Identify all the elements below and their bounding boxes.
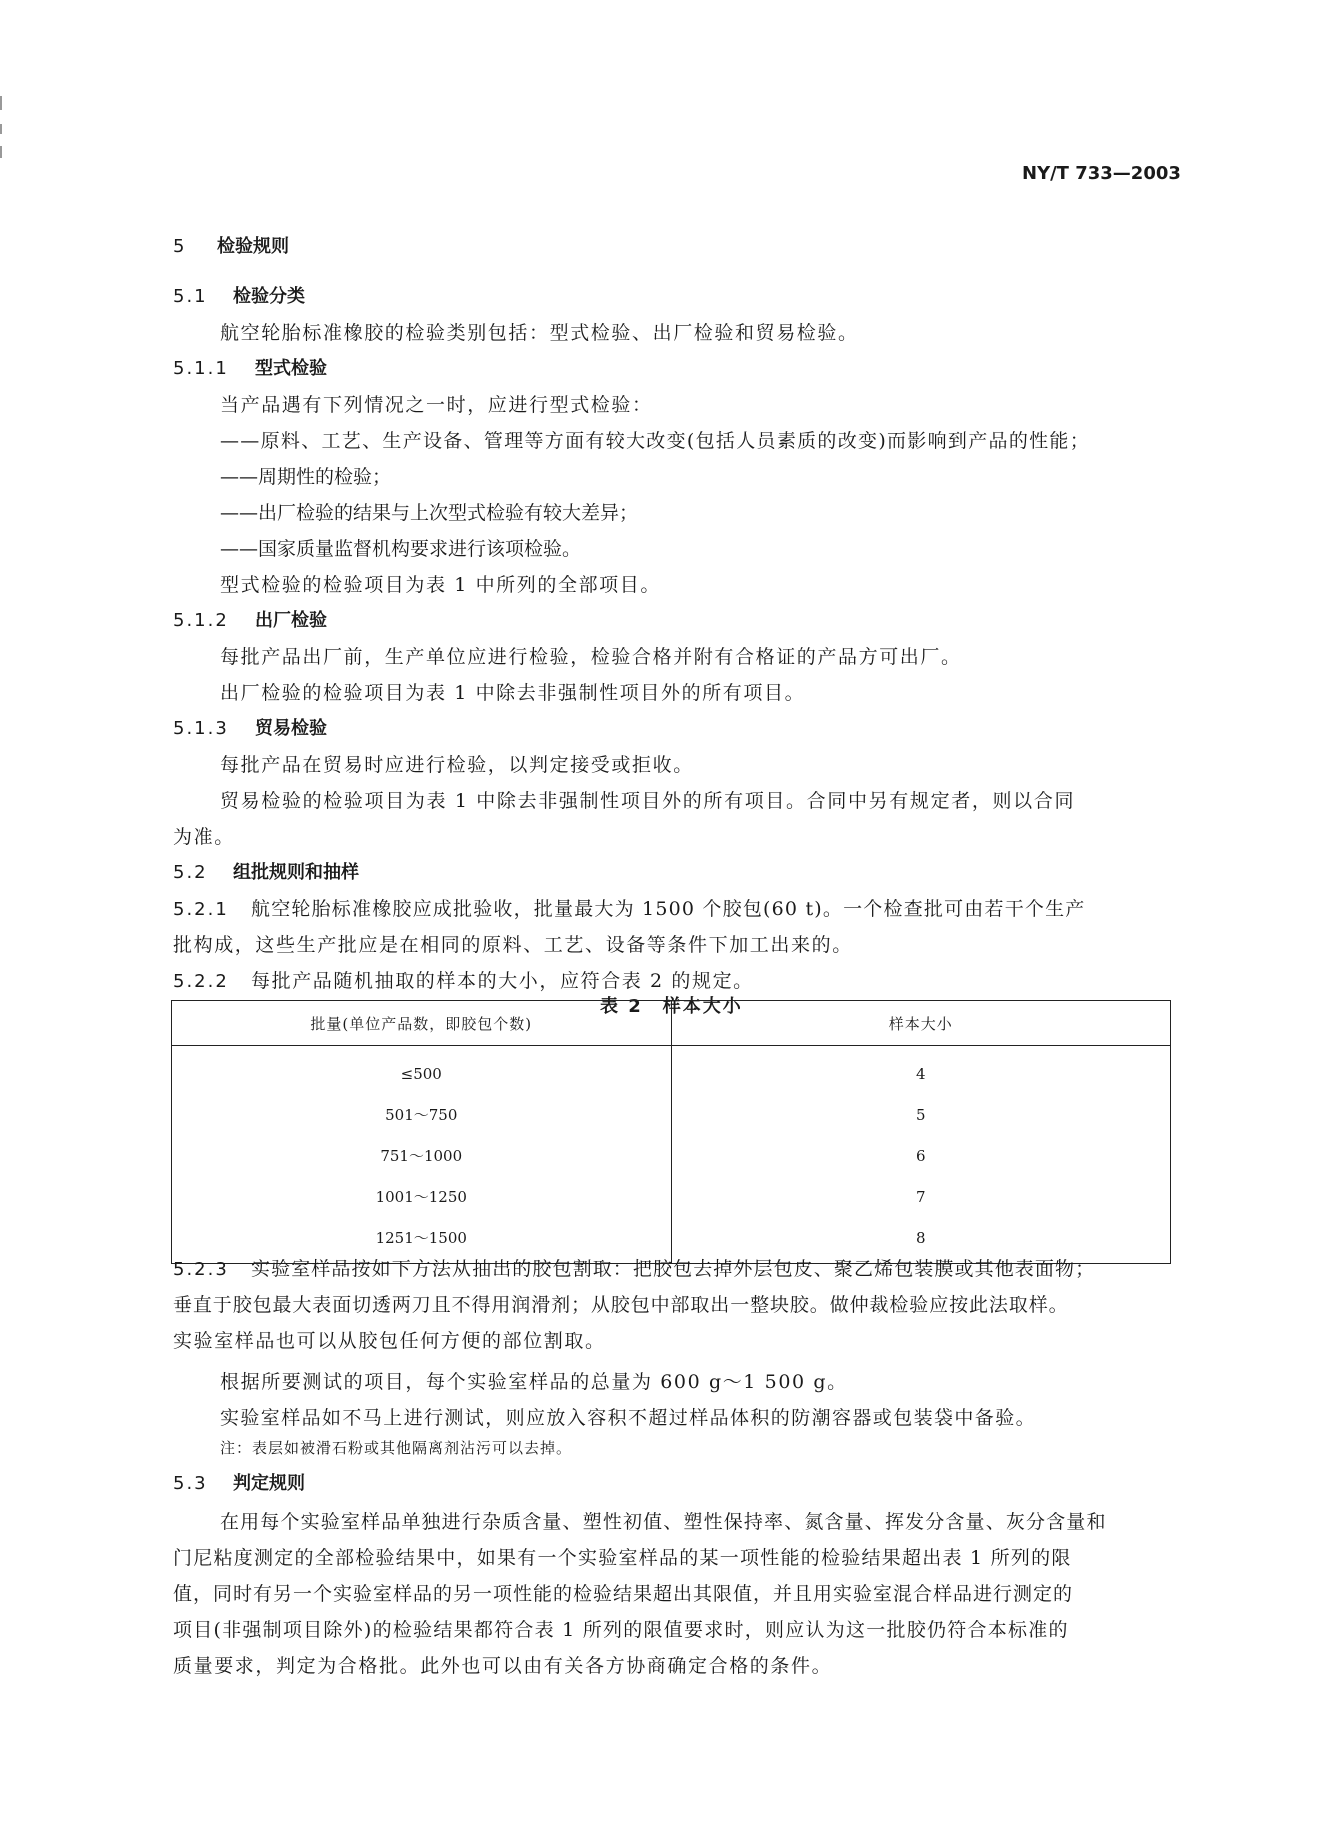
paragraph-line <box>173 1254 1095 1281</box>
scan-edge-mark <box>0 96 2 110</box>
table-cell: 4 <box>671 1046 1171 1095</box>
standard-id: NY/T 733—2003 <box>1022 163 1181 184</box>
table-caption-title: 样本大小 <box>662 996 743 1017</box>
paragraph: 实验室样品如不马上进行测试，则应放入容积不超过样品体积的防潮容器或包装袋中备验。 <box>220 1407 1037 1429</box>
list-item: ——周期性的检验； <box>220 466 392 488</box>
paragraph-line: 项目(非强制项目除外)的检验结果都符合表 1 所列的限值要求时，则应认为这一批胶仍符合本标准的 <box>173 1619 1069 1641</box>
section-title: 贸易检验 <box>255 718 327 739</box>
table-cell: 1251～1500 <box>172 1217 672 1264</box>
section-number: 5.2.2 <box>173 971 229 992</box>
paragraph-line <box>173 894 1086 921</box>
table-cell: 501～750 <box>172 1094 672 1135</box>
section-title: 型式检验 <box>255 358 327 379</box>
section-number: 5.2 <box>173 862 208 883</box>
paragraph: 每批产品在贸易时应进行检验，以判定接受或拒收。 <box>220 754 694 776</box>
scan-edge-mark <box>0 124 2 134</box>
section-title: 检验规则 <box>217 236 289 257</box>
table-cell: 5 <box>671 1094 1171 1135</box>
paragraph-line: 质量要求，判定为合格批。此外也可以由有关各方协商确定合格的条件。 <box>173 1655 833 1677</box>
section-5-1-heading <box>173 282 305 308</box>
paragraph-line: 垂直于胶包最大表面切透两刀且不得用润滑剂；从胶包中部取出一整块胶。做仲裁检验应按此法取样。 <box>173 1294 1069 1316</box>
paragraph: 型式检验的检验项目为表 1 中所列的全部项目。 <box>220 574 661 596</box>
table-cell: ≤500 <box>172 1046 672 1095</box>
section-number: 5 <box>173 236 187 257</box>
section-number: 5.2.3 <box>173 1259 229 1280</box>
section-5-1-2-heading <box>173 606 327 632</box>
section-number: 5.1.2 <box>173 610 229 631</box>
table-header-row <box>172 1001 1171 1046</box>
paragraph-line: 批构成，这些生产批应是在相同的原料、工艺、设备等条件下加工出来的。 <box>173 934 853 956</box>
paragraph-line <box>173 966 754 993</box>
list-item: ——出厂检验的结果与上次型式检验有较大差异； <box>220 502 639 524</box>
table-cell: 751～1000 <box>172 1135 672 1176</box>
paragraph: 每批产品出厂前，生产单位应进行检验，检验合格并附有合格证的产品方可出厂。 <box>220 646 962 668</box>
section-title: 出厂检验 <box>255 610 327 631</box>
section-title: 组批规则和抽样 <box>233 862 359 883</box>
paragraph: 当产品遇有下列情况之一时，应进行型式检验： <box>220 394 653 416</box>
section-5-1-1-heading <box>173 354 327 380</box>
table-caption-label: 表 2 <box>600 996 643 1017</box>
note: 注：表层如被滑石粉或其他隔离剂沾污可以去掉。 <box>220 1439 573 1457</box>
section-title: 检验分类 <box>233 286 305 307</box>
paragraph-text: 每批产品随机抽取的样本的大小，应符合表 2 的规定。 <box>251 970 754 992</box>
table-header-cell: 样本大小 <box>671 1001 1171 1046</box>
scan-edge-mark <box>0 146 2 158</box>
section-title: 判定规则 <box>233 1473 305 1494</box>
section-number: 5.1.1 <box>173 358 229 379</box>
table-header-cell: 批量(单位产品数，即胶包个数) <box>172 1001 672 1046</box>
paragraph: 航空轮胎标准橡胶的检验类别包括：型式检验、出厂检验和贸易检验。 <box>220 322 859 344</box>
section-number: 5.1 <box>173 286 208 307</box>
list-item: ——原料、工艺、生产设备、管理等方面有较大改变(包括人员素质的改变)而影响到产品的性能； <box>220 430 1091 452</box>
table-row <box>172 1176 1171 1217</box>
section-5-2-heading <box>173 858 359 884</box>
paragraph-line: 门尼粘度测定的全部检验结果中，如果有一个实验室样品的某一项性能的检验结果超出表 1 所列的限 <box>173 1547 1072 1569</box>
table-cell: 8 <box>671 1217 1171 1264</box>
table-row <box>172 1135 1171 1176</box>
table-row <box>172 1094 1171 1135</box>
section-5-heading <box>173 232 289 258</box>
table-cell: 6 <box>671 1135 1171 1176</box>
paragraph-text: 航空轮胎标准橡胶应成批验收，批量最大为 1500 个胶包(60 t)。一个检查批可由若干个生产 <box>251 898 1086 920</box>
section-number: 5.2.1 <box>173 899 229 920</box>
paragraph-line: 为准。 <box>173 826 235 848</box>
paragraph-line: 值，同时有另一个实验室样品的另一项性能的检验结果超出其限值，并且用实验室混合样品进行测定的 <box>173 1583 1074 1605</box>
paragraph-line: 在用每个实验室样品单独进行杂质含量、塑性初值、塑性保持率、氮含量、挥发分含量、灰分含量和 <box>220 1511 1107 1533</box>
paragraph: 根据所要测试的项目，每个实验室样品的总量为 600 g～1 500 g。 <box>220 1371 848 1393</box>
paragraph: 出厂检验的检验项目为表 1 中除去非强制性项目外的所有项目。 <box>220 682 806 704</box>
section-number: 5.3 <box>173 1473 208 1494</box>
table-cell: 7 <box>671 1176 1171 1217</box>
paragraph-text: 实验室样品按如下方法从抽出的胶包割取：把胶包去掉外层包皮、聚乙烯包装膜或其他表面物； <box>251 1258 1096 1280</box>
table-cell: 1001～1250 <box>172 1176 672 1217</box>
list-item: ——国家质量监督机构要求进行该项检验。 <box>220 538 582 560</box>
paragraph-line: 实验室样品也可以从胶包任何方便的部位割取。 <box>173 1330 606 1352</box>
table-row <box>172 1046 1171 1095</box>
section-5-1-3-heading <box>173 714 327 740</box>
sample-size-table <box>171 1000 1171 1264</box>
section-number: 5.1.3 <box>173 718 229 739</box>
section-5-3-heading <box>173 1469 305 1495</box>
paragraph-line: 贸易检验的检验项目为表 1 中除去非强制性项目外的所有项目。合同中另有规定者，则以合同 <box>220 790 1076 812</box>
